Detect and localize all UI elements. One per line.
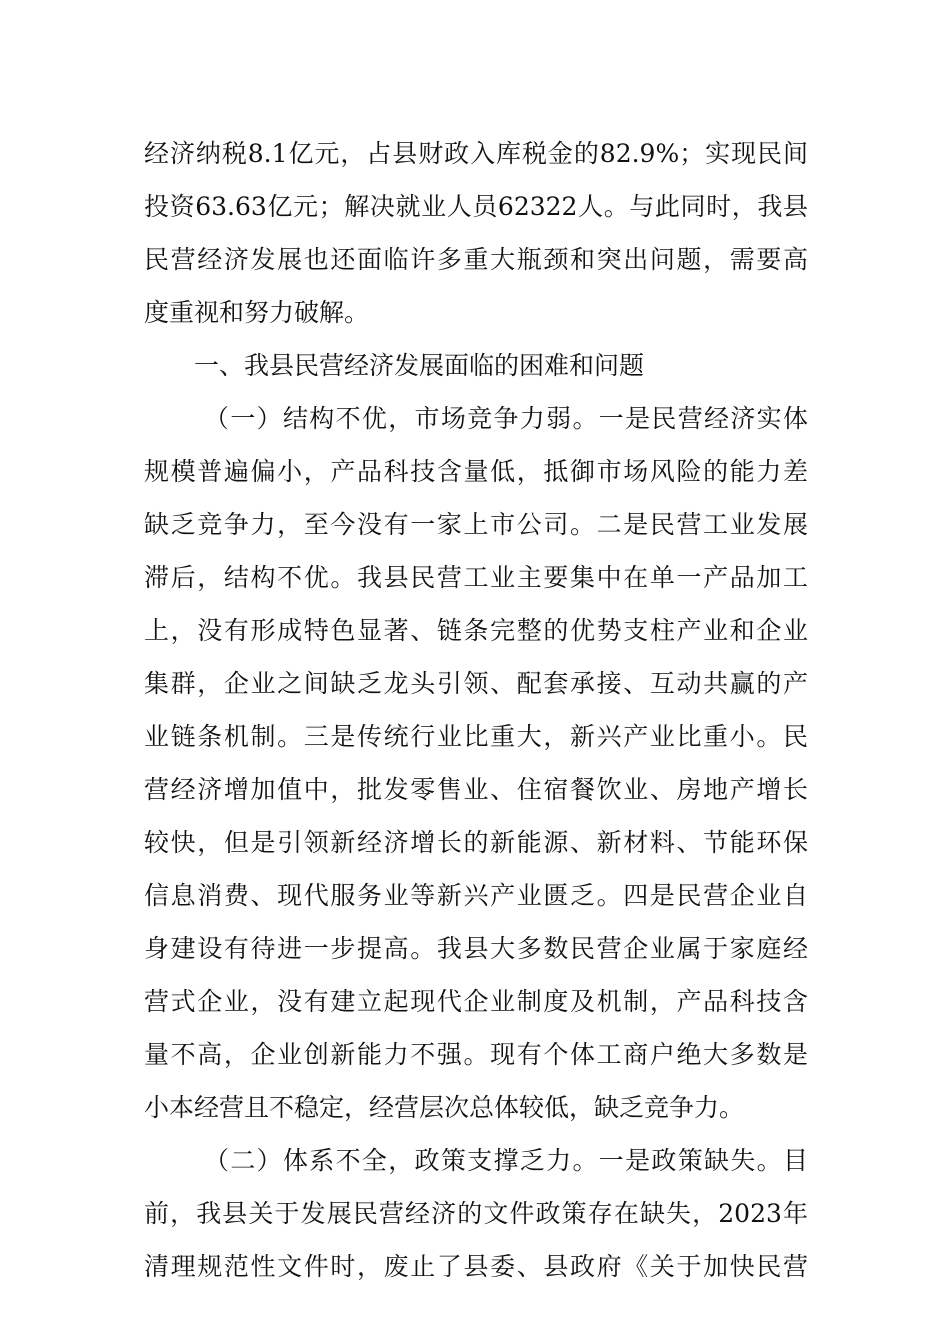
text-line: 信息消费、现代服务业等新兴产业匮乏。四是民营企业自 <box>144 881 808 910</box>
text-line: 上，没有形成特色显著、链条完整的优势支柱产业和企业 <box>144 616 808 645</box>
text-line: 规模普遍偏小，产品科技含量低，抵御市场风险的能力差 <box>144 457 808 486</box>
document-body <box>144 127 808 1293</box>
text-line: 量不高，企业创新能力不强。现有个体工商户绝大多数是 <box>144 1040 808 1069</box>
text-line: 度重视和努力破解。 <box>144 298 370 327</box>
text-line: 较快，但是引领新经济增长的新能源、新材料、节能环保 <box>144 828 808 857</box>
text-line: 集群，企业之间缺乏龙头引领、配套承接、互动共赢的产 <box>144 669 808 698</box>
text-line: 前，我县关于发展民营经济的文件政策存在缺失，2023年 <box>144 1199 808 1228</box>
text-line: 营式企业，没有建立起现代企业制度及机制，产品科技含 <box>144 987 808 1016</box>
text-line: 滞后，结构不优。我县民营工业主要集中在单一产品加工 <box>144 563 808 592</box>
text-line: 投资63.63亿元；解决就业人员62322人。与此同时，我县 <box>144 192 808 221</box>
text-line: 业链条机制。三是传统行业比重大，新兴产业比重小。民 <box>144 722 808 751</box>
text-line: 营经济增加值中，批发零售业、住宿餐饮业、房地产增长 <box>144 775 808 804</box>
text-line: 民营经济发展也还面临许多重大瓶颈和突出问题，需要高 <box>144 245 808 274</box>
text-line: 经济纳税8.1亿元，占县财政入库税金的82.9%；实现民间 <box>144 139 808 168</box>
subsection-heading-line: （一）结构不优，市场竞争力弱。一是民营经济实体 <box>204 404 808 433</box>
subsection-heading-line: （二）体系不全，政策支撑乏力。一是政策缺失。目 <box>204 1146 808 1175</box>
text-line: 清理规范性文件时，废止了县委、县政府《关于加快民营 <box>144 1252 808 1281</box>
section-heading: 一、我县民营经济发展面临的困难和问题 <box>194 351 645 380</box>
text-line: 缺乏竞争力，至今没有一家上市公司。二是民营工业发展 <box>144 510 808 539</box>
text-line: 小本经营且不稳定，经营层次总体较低，缺乏竞争力。 <box>144 1093 745 1122</box>
text-line: 身建设有待进一步提高。我县大多数民营企业属于家庭经 <box>144 934 808 963</box>
